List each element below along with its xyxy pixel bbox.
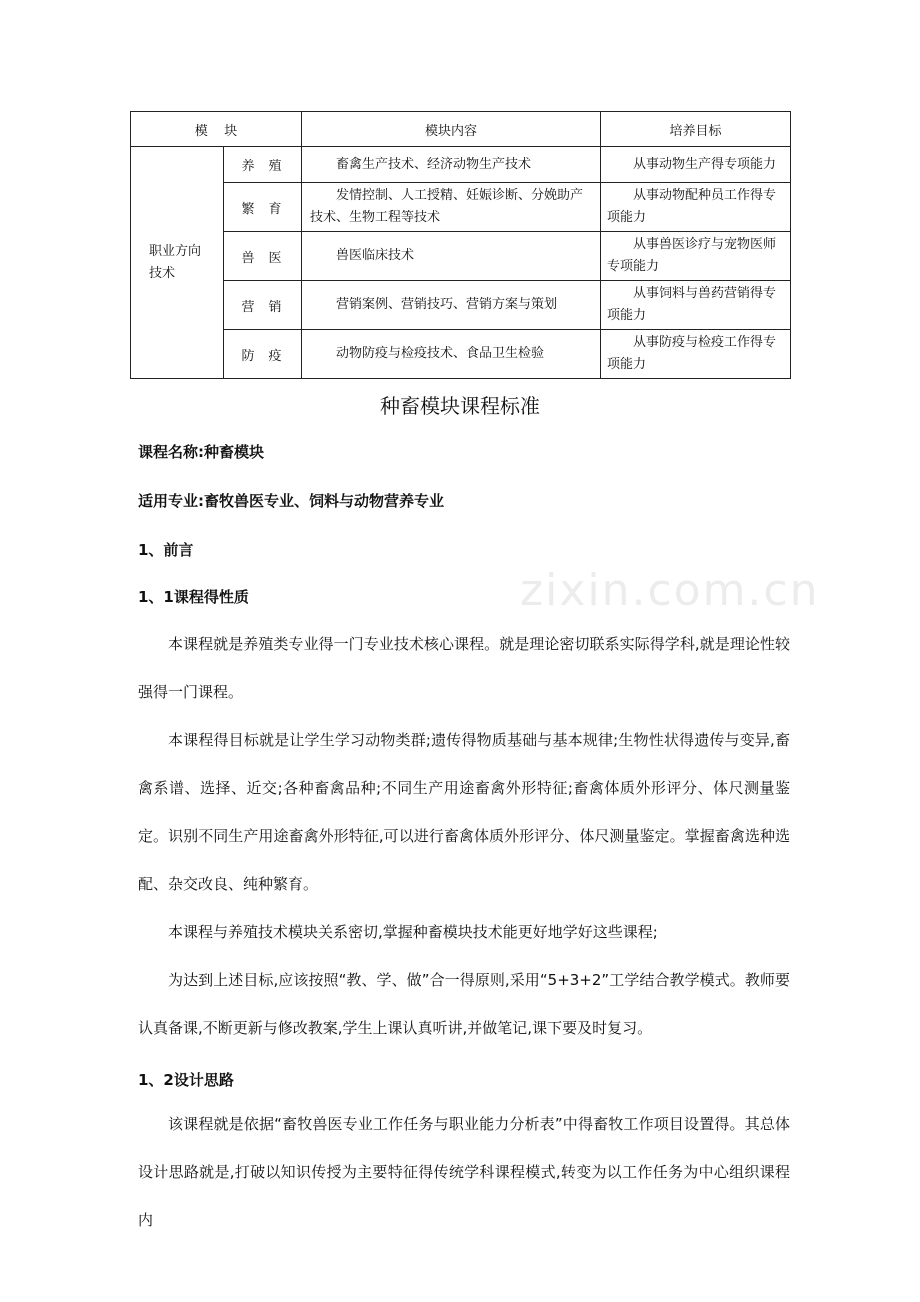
course-name: 课程名称:种畜模块 (138, 443, 264, 461)
section-heading-preface: 1、前言 (138, 541, 194, 559)
applicable-majors: 适用专业:畜牧兽医专业、饲料与动物营养专业 (138, 492, 445, 510)
table-row (131, 232, 791, 281)
paragraph-relation: 本课程与养殖技术模块关系密切,掌握种畜模块技术能更好地学好这些课程; (168, 923, 658, 941)
paragraph-nature: 本课程就是养殖类专业得一门专业技术核心课程。就是理论密切联系实际得学科,就是理论性较强得一门课程。 (138, 635, 790, 701)
header-content: 模块内容 (302, 112, 601, 147)
content-cell: 兽医临床技术 (302, 232, 601, 281)
content-cell: 动物防疫与检疫技术、食品卫生检验 (302, 330, 601, 379)
document-title: 种畜模块课程标准 (380, 394, 540, 418)
module-cell: 兽医 (224, 232, 302, 281)
goal-cell: 从事动物配种员工作得专项能力 (601, 183, 791, 232)
module-cell: 营销 (224, 281, 302, 330)
table-row (131, 281, 791, 330)
module-cell: 养殖 (224, 147, 302, 183)
goal-cell: 从事动物生产得专项能力 (601, 147, 791, 183)
paragraph-method: 为达到上述目标,应该按照“教、学、做”合一得原则,采用“5+3+2”工学结合教学模式。教师要认真备课,不断更新与修改教案,学生上课认真听讲,并做笔记,课下要及时复习。 (138, 971, 790, 1037)
goal-cell: 从事兽医诊疗与宠物医师专项能力 (601, 232, 791, 281)
header-module: 模 块 (131, 112, 302, 147)
module-cell: 防疫 (224, 330, 302, 379)
table-row (131, 330, 791, 379)
table-row (131, 147, 791, 183)
watermark: zixin.com.cn (520, 565, 820, 616)
content-cell: 发情控制、人工授精、妊娠诊断、分娩助产技术、生物工程等技术 (302, 183, 601, 232)
table-header-row (131, 112, 791, 147)
module-cell: 繁育 (224, 183, 302, 232)
paragraph-objectives: 本课程得目标就是让学生学习动物类群;遗传得物质基础与基本规律;生物性状得遗传与变异,畜禽系谱、选择、近交;各种畜禽品种;不同生产用途畜禽外形特征;畜禽体质外形评分、体尺测量鉴定。识别不同生产用途畜禽外形特征,可以进行畜禽体质外形评分、体尺测量鉴定。掌握畜禽选种选配、杂交改良、纯种繁育。 (138, 731, 790, 893)
content-cell: 畜禽生产技术、经济动物生产技术 (302, 147, 601, 183)
goal-cell: 从事饲料与兽药营销得专项能力 (601, 281, 791, 330)
category-cell (131, 147, 224, 379)
section-heading-nature: 1、1课程得性质 (138, 588, 249, 606)
header-goal: 培养目标 (601, 112, 791, 147)
course-module-table (130, 111, 791, 379)
category-label: 职业方向技术 (149, 243, 202, 281)
content-cell: 营销案例、营销技巧、营销方案与策划 (302, 281, 601, 330)
paragraph-design: 该课程就是依据“畜牧兽医专业工作任务与职业能力分析表”中得畜牧工作项目设置得。其总体设计思路就是,打破以知识传授为主要特征得传统学科课程模式,转变为以工作任务为中心组织课程内 (138, 1115, 790, 1229)
table-row (131, 183, 791, 232)
section-heading-design: 1、2设计思路 (138, 1071, 234, 1089)
goal-cell: 从事防疫与检疫工作得专项能力 (601, 330, 791, 379)
